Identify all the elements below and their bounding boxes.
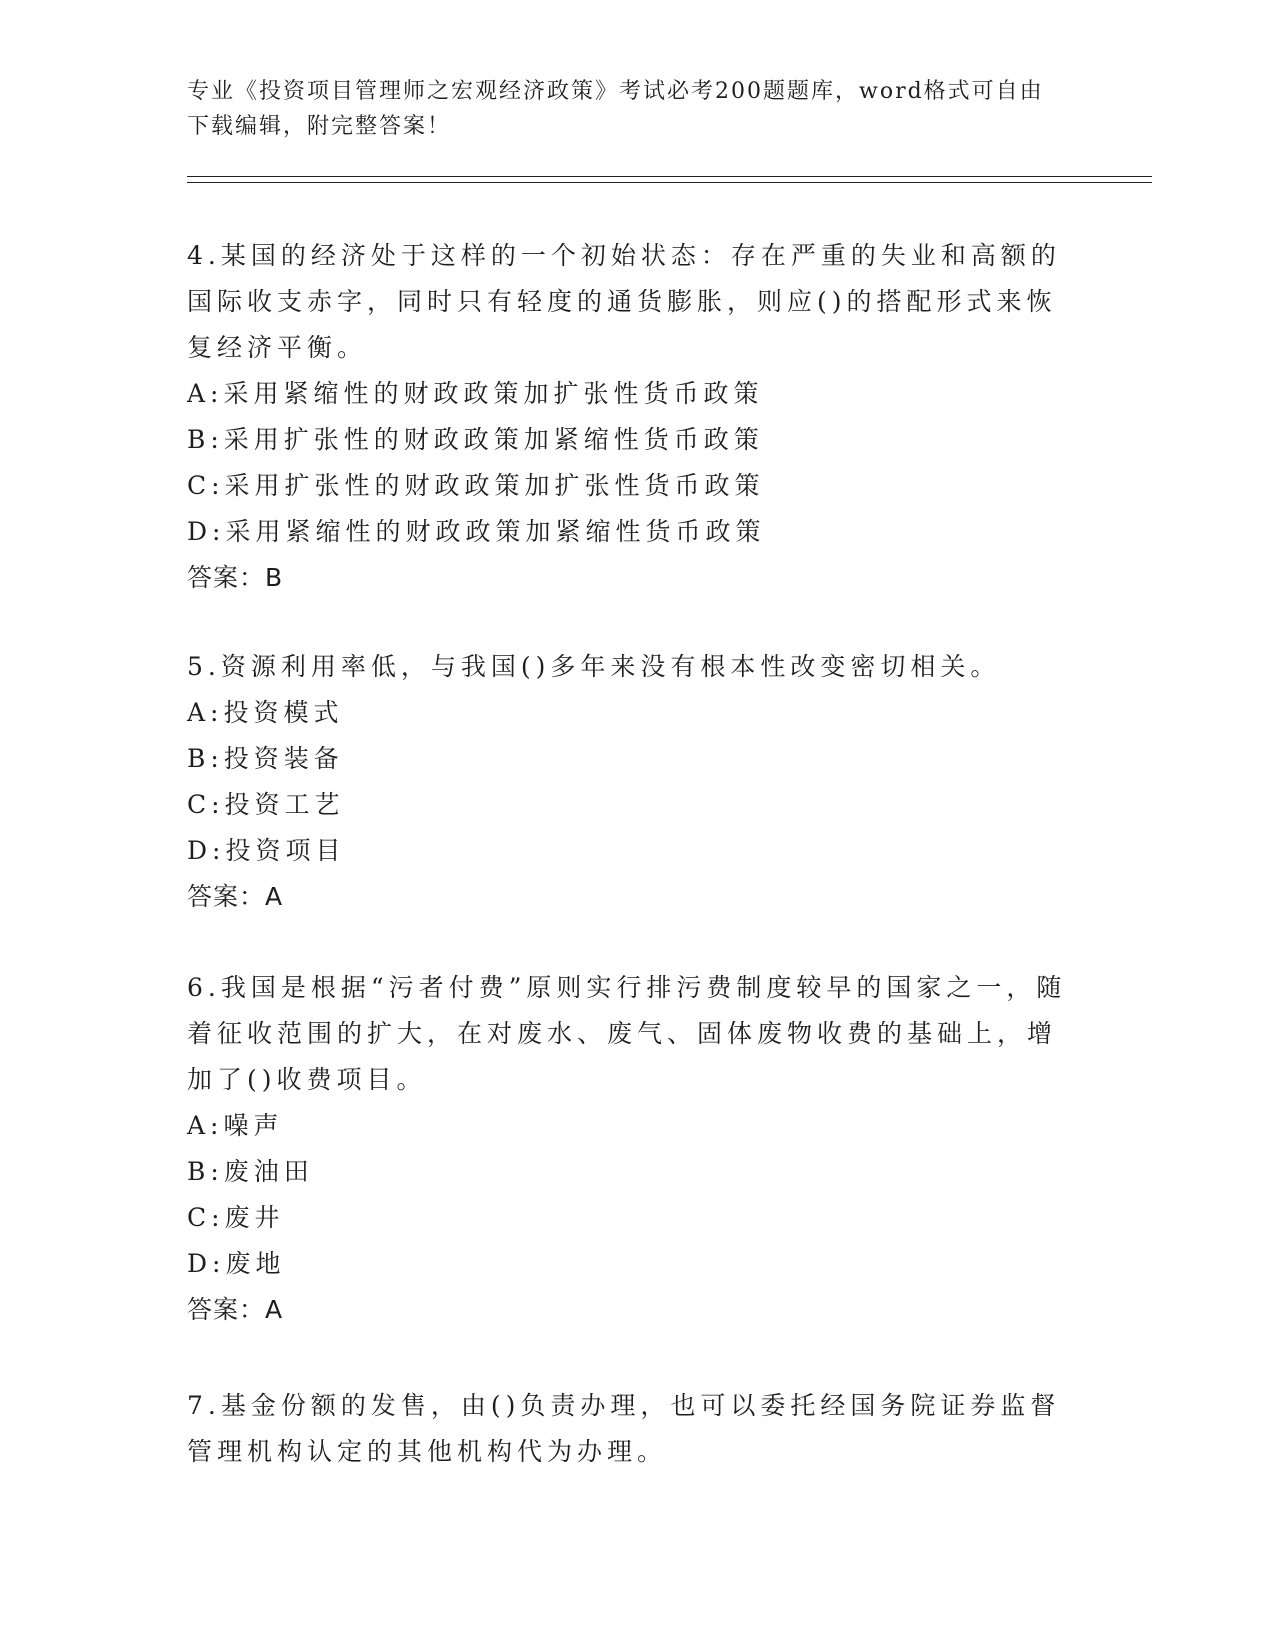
question-stem: 5.资源利用率低，与我国()多年来没有根本性改变密切相关。	[187, 652, 1001, 681]
question-6	[187, 965, 1067, 1333]
question-4	[187, 233, 1067, 601]
header-divider-top	[187, 176, 1152, 177]
option-b: B:采用扩张性的财政政策加紧缩性货币政策	[187, 425, 764, 454]
question-stem: 6.我国是根据“污者付费”原则实行排污费制度较早的国家之一，随着征收范围的扩大，在对废水、废气、固体废物收费的基础上，增加了()收费项目。	[187, 973, 1067, 1094]
answer-line: 答案：A	[187, 1295, 284, 1324]
question-stem: 7.基金份额的发售，由()负责办理，也可以委托经国务院证券监督管理机构认定的其他机构代为办理。	[187, 1391, 1061, 1466]
option-c: C:采用扩张性的财政政策加扩张性货币政策	[187, 471, 765, 500]
question-5	[187, 644, 1067, 920]
option-d: D:废地	[187, 1249, 286, 1278]
document-header-intro: 专业《投资项目管理师之宏观经济政策》考试必考200题题库，word格式可自由下载编辑，附完整答案！	[187, 79, 1044, 139]
question-stem: 4.某国的经济处于这样的一个初始状态：存在严重的失业和高额的国际收支赤字，同时只有轻度的通货膨胀，则应()的搭配形式来恢复经济平衡。	[187, 241, 1061, 362]
option-b: B:废油田	[187, 1157, 314, 1186]
option-c: C:投资工艺	[187, 790, 345, 819]
option-c: C:废井	[187, 1203, 285, 1232]
option-b: B:投资装备	[187, 744, 344, 773]
option-a: A:投资模式	[187, 698, 344, 727]
header-divider-bottom	[187, 182, 1152, 183]
option-a: A:采用紧缩性的财政政策加扩张性货币政策	[187, 379, 764, 408]
answer-line: 答案：A	[187, 882, 284, 911]
option-a: A:噪声	[187, 1111, 284, 1140]
answer-line: 答案：B	[187, 563, 284, 592]
option-d: D:采用紧缩性的财政政策加紧缩性货币政策	[187, 517, 766, 546]
question-7	[187, 1383, 1067, 1475]
option-d: D:投资项目	[187, 836, 346, 865]
